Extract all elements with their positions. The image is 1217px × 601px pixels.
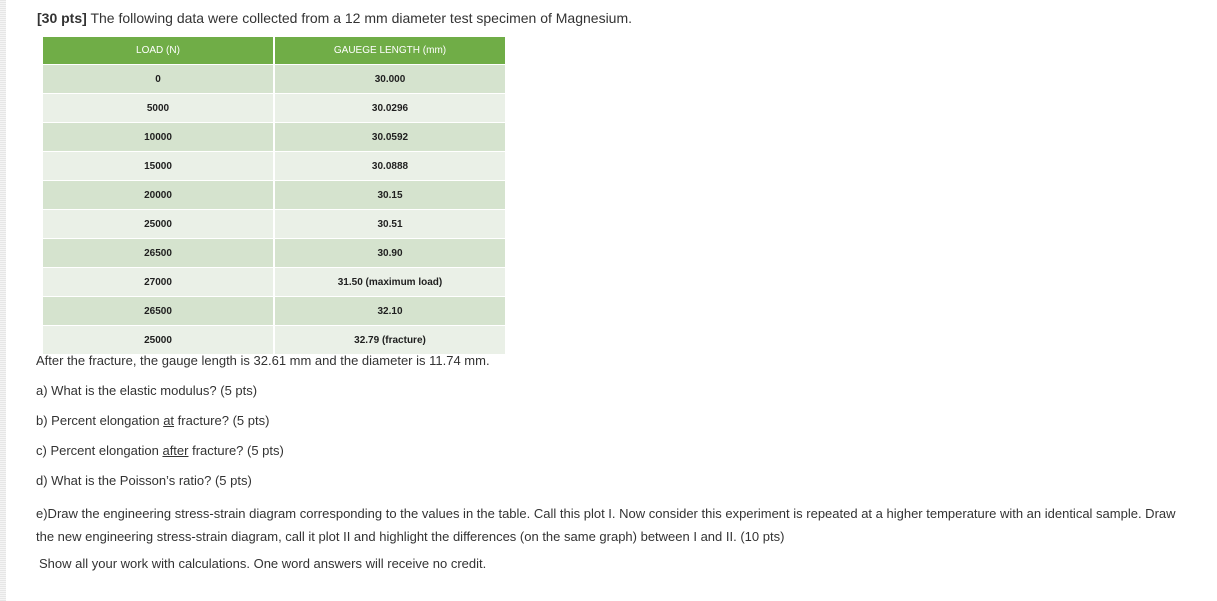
gauge-length-cell: 30.0888 (275, 152, 505, 181)
load-cell: 15000 (43, 152, 275, 181)
header-load: LOAD (N) (43, 37, 275, 65)
question-e: e)Draw the engineering stress-strain diagram corresponding to the values in the table. Call this plot I. Now consider this experiment is repeated at a higher temperature with an identical sample. Draw the new engineering stress-strain diagram, call it plot II and highlight the differences (on the same graph) between I and II. (10 pts) (36, 506, 1176, 544)
table-row (43, 239, 505, 268)
question-c (36, 442, 284, 459)
question-a: a) What is the elastic modulus? (5 pts) (36, 383, 258, 398)
table-row (43, 123, 505, 152)
gauge-length-cell: 32.10 (275, 297, 505, 326)
load-cell: 5000 (43, 94, 275, 123)
gauge-length-cell: 31.50 (maximum load) (275, 268, 505, 297)
load-cell: 25000 (43, 210, 275, 239)
question-c-post: fracture? (5 pts) (188, 443, 284, 458)
table-row (43, 297, 505, 326)
load-cell: 20000 (43, 181, 275, 210)
load-cell: 27000 (43, 268, 275, 297)
question-b (36, 412, 269, 429)
question-b-post: fracture? (5 pts) (174, 413, 270, 428)
gauge-length-cell: 30.90 (275, 239, 505, 268)
question-c-pre: c) Percent elongation (36, 443, 163, 458)
gauge-length-cell: 30.51 (275, 210, 505, 239)
question-c-underlined: after (162, 443, 189, 458)
question-d: d) What is the Poisson’s ratio? (5 pts) (36, 473, 252, 488)
table-row (43, 94, 505, 123)
load-cell: 26500 (43, 239, 275, 268)
page-edge-strip (0, 0, 6, 601)
data-table (43, 37, 505, 355)
load-cell: 0 (43, 65, 275, 94)
gauge-length-cell: 30.000 (275, 65, 505, 94)
load-cell: 10000 (43, 123, 275, 152)
load-cell: 26500 (43, 297, 275, 326)
table-row (43, 210, 505, 239)
load-cell: 25000 (43, 326, 275, 355)
gauge-length-cell: 30.0296 (275, 94, 505, 123)
problem-statement: The following data were collected from a 12 mm diameter test specimen of Magnesium. (90, 10, 633, 26)
table-row (43, 181, 505, 210)
footer-instructions: Show all your work with calculations. One word answers will receive no credit. (39, 556, 487, 571)
after-fracture-text: After the fracture, the gauge length is 32.61 mm and the diameter is 11.74 mm. (36, 353, 490, 368)
header-gauge-length: GAUEGE LENGTH (mm) (275, 37, 505, 65)
table-row (43, 268, 505, 297)
gauge-length-cell: 32.79 (fracture) (275, 326, 505, 355)
table-row (43, 326, 505, 355)
table-row (43, 65, 505, 94)
gauge-length-cell: 30.0592 (275, 123, 505, 152)
table-row (43, 152, 505, 181)
points-label: [30 pts] (37, 10, 87, 26)
problem-heading (37, 9, 632, 27)
gauge-length-cell: 30.15 (275, 181, 505, 210)
table-header-row (43, 37, 505, 65)
question-b-underlined: at (163, 413, 175, 428)
question-b-pre: b) Percent elongation (36, 413, 164, 428)
